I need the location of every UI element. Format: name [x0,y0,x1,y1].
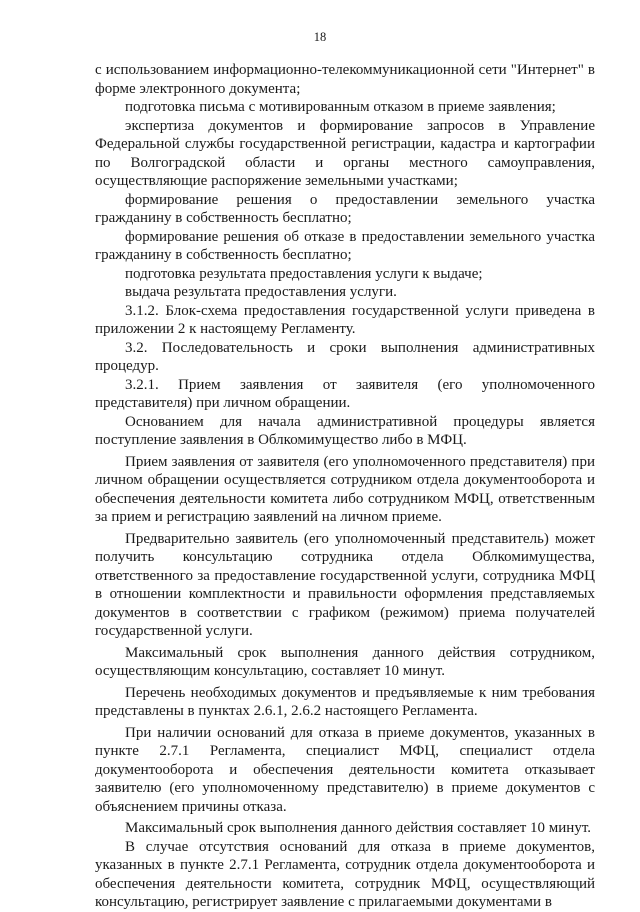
paragraph: В случае отсутствия оснований для отказа в приеме документов, указанных в пункте 2.7.1 Регламента, сотрудник отдела документооборота и обеспечения деятельности комитета, сотрудник МФЦ, осуществляющий консультацию, регистрирует заявление с прилагаемыми документами в [95,838,595,910]
paragraph: Максимальный срок выполнения данного действия составляет 10 минут. [125,820,591,836]
paragraph: При наличии оснований для отказа в приеме документов, указанных в пункте 2.7.1 Регламента, специалист МФЦ, специалист отдела документооборота и обеспечения деятельности комитета отказывает заявителю (его уполномоченному представителю) в приеме документов с объяснением причины отказа. [95,724,595,815]
paragraph: с использованием информационно-телекоммуникационной сети "Интернет" в форме электронного документа; [95,62,595,97]
paragraph: Прием заявления от заявителя (его уполномоченного представителя) при личном обращении осуществляется сотрудником отдела документооборота и обеспечения деятельности комитета либо сотрудником МФЦ, ответственным за прием и регистрацию заявлений на личном приеме. [95,453,595,525]
paragraph: Максимальный срок выполнения данного действия сотрудником, осуществляющим консультацию, составляет 10 минут. [95,644,595,679]
paragraph: 3.2. Последовательность и сроки выполнения административных процедур. [95,339,595,374]
paragraph: Предварительно заявитель (его уполномоченный представитель) может получить консультацию сотрудника отдела Облкомимущества, ответственного за предоставление государственной услуги, сотрудника МФЦ в отношении комплектности и правильности оформления представляемых документов в соответствии с графиком (режимом) приема получателей государственной услуги. [95,530,595,639]
paragraph: 3.1.2. Блок-схема предоставления государственной услуги приведена в приложении 2 к настоящему Регламенту. [95,302,595,337]
document-body [95,61,595,912]
paragraph: Перечень необходимых документов и предъявляемые к ним требования представлены в пунктах 2.6.1, 2.6.2 настоящего Регламента. [95,684,595,719]
page-number: 18 [313,30,327,44]
paragraph: подготовка письма с мотивированным отказом в приеме заявления; [125,99,556,115]
paragraph: подготовка результата предоставления услуги к выдаче; [125,265,483,282]
paragraph: экспертиза документов и формирование запросов в Управление Федеральной службы государственной регистрации, кадастра и картографии по Волгоградской области и органы местного самоуправления, осуществляющие распоряжение земельными участками; [95,117,595,189]
paragraph: Основанием для начала административной процедуры является поступление заявления в Облкомимущество либо в МФЦ. [95,413,595,448]
paragraph: 3.2.1. Прием заявления от заявителя (его уполномоченного представителя) при личном обращении. [95,376,595,411]
paragraph: формирование решения об отказе в предоставлении земельного участка гражданину в собственность бесплатно; [95,228,595,263]
paragraph: формирование решения о предоставлении земельного участка гражданину в собственность бесплатно; [95,191,595,226]
paragraph: выдача результата предоставления услуги. [125,284,397,300]
